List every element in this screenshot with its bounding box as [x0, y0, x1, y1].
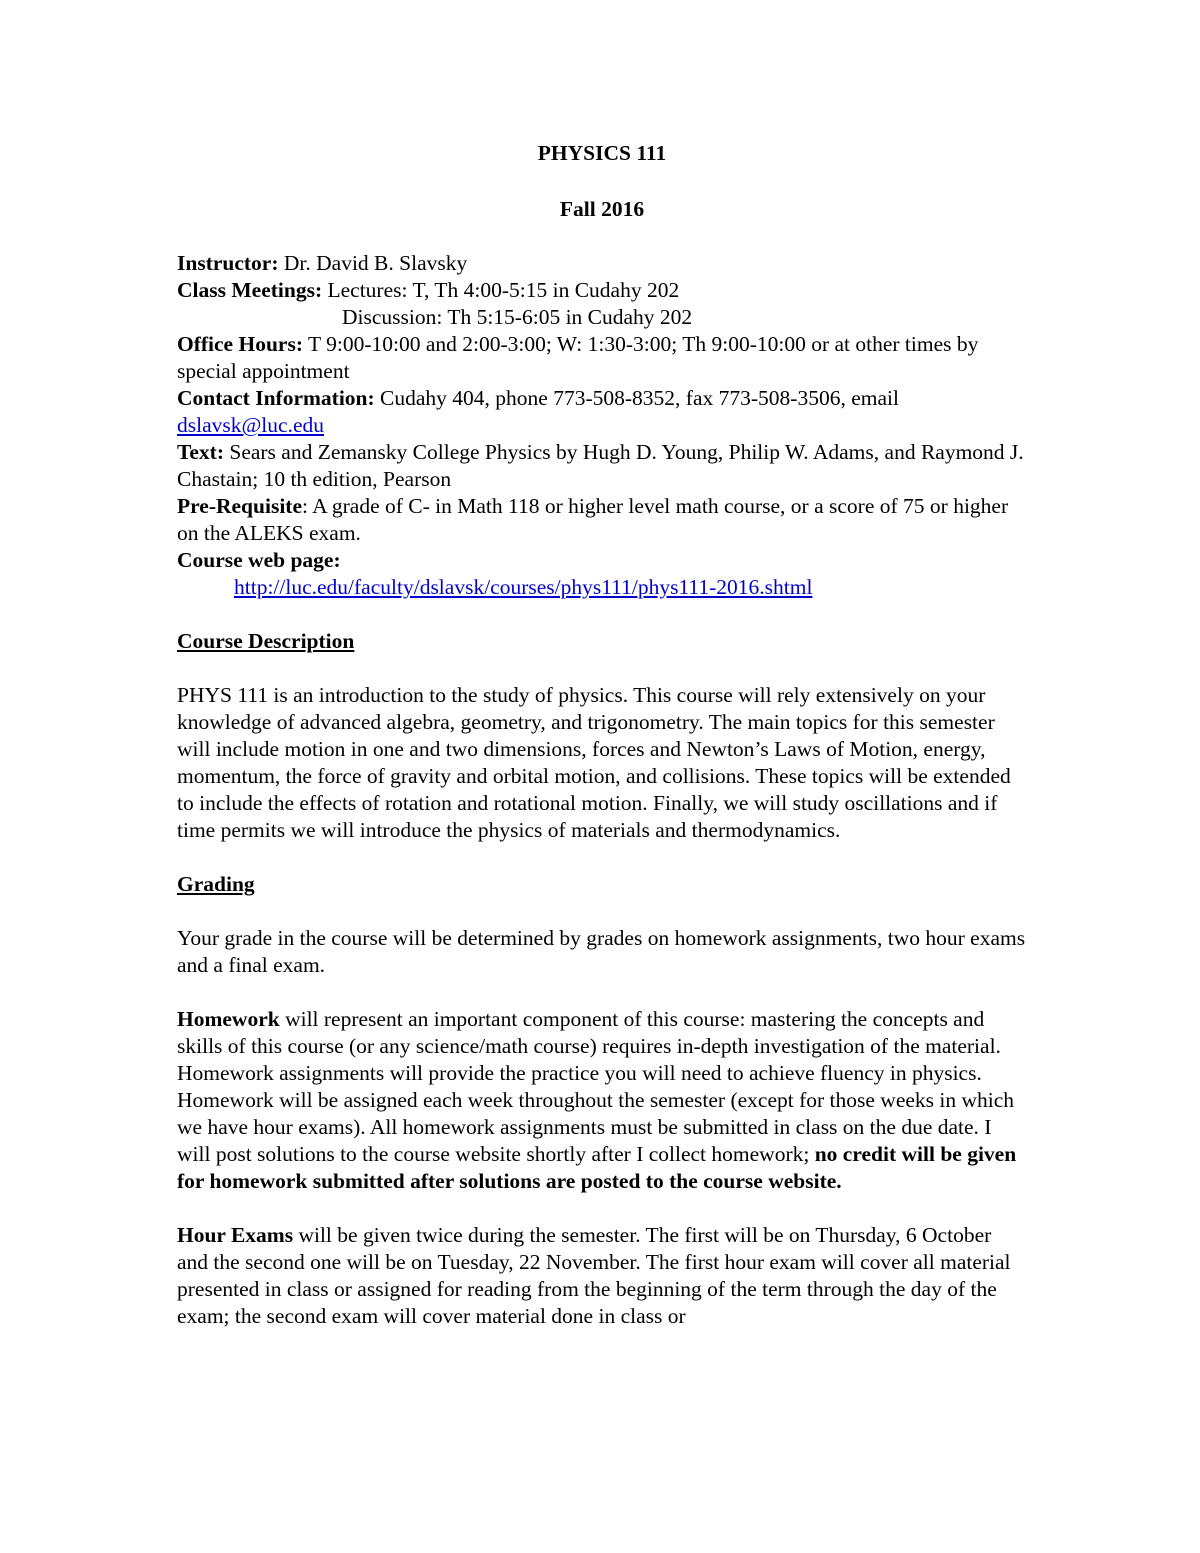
text-label: Text: [177, 440, 224, 464]
hour-exams-label: Hour Exams [177, 1223, 294, 1247]
prereq-line [177, 493, 1027, 547]
prereq-value: : A grade of C- in Math 118 or higher level math course, or a score of 75 or higher on the ALEKS exam. [177, 494, 1009, 545]
office-hours-value: T 9:00-10:00 and 2:00-3:00; W: 1:30-3:00; Th 9:00-10:00 or at other times by special appointment [177, 332, 979, 383]
course-web-page-link[interactable]: http://luc.edu/faculty/dslavsk/courses/phys111/phys111-2016.shtml [234, 575, 813, 599]
contact-email-link[interactable]: dslavsk@luc.edu [177, 413, 324, 437]
meetings-line [177, 277, 1027, 304]
meetings-discussion: Discussion: Th 5:15-6:05 in Cudahy 202 [342, 305, 693, 329]
homework-body: will represent an important component of this course: mastering the concepts and skills of this course (or any science/math course) requires in-depth investigation of the material. Homework assignments will provide the practice you will need to achieve fluency in physics. Homework will be assigned each week throughout the semester (except for those weeks in which we have hour exams). All homework assignments must be submitted in class on the due date. I will post solutions to the course website shortly after I collect homework; [177, 1007, 1015, 1166]
homework-paragraph [177, 1006, 1027, 1195]
meetings-lectures: Lectures: T, Th 4:00-5:15 in Cudahy 202 [322, 278, 680, 302]
grading-intro: Your grade in the course will be determined by grades on homework assignments, two hour exams and a final exam. [177, 926, 1026, 977]
hour-exams-body: will be given twice during the semester. The first will be on Thursday, 6 October and the second one will be on Tuesday, 22 November. The first hour exam will cover all material presented in class or assigned for reading from the beginning of the term through the day of the exam; the second exam will cover material done in class or [177, 1223, 1011, 1328]
instructor-line [177, 250, 1027, 277]
office-hours-line [177, 331, 1027, 385]
text-value: Sears and Zemansky College Physics by Hugh D. Young, Philip W. Adams, and Raymond J. Chastain; 10 th edition, Pearson [177, 440, 1024, 491]
contact-line [177, 385, 1027, 439]
web-page-label: Course web page: [177, 548, 341, 572]
web-page-url-line [177, 574, 1027, 601]
prereq-label: Pre-Requisite [177, 494, 302, 518]
office-hours-label: Office Hours: [177, 332, 303, 356]
web-page-line [177, 547, 1027, 574]
instructor-label: Instructor: [177, 251, 279, 275]
instructor-value: Dr. David B. Slavsky [278, 251, 468, 275]
course-description-body: PHYS 111 is an introduction to the study of physics. This course will rely extensively on your knowledge of advanced algebra, geometry, and trigonometry. The main topics for this semester will include motion in one and two dimensions, forces and Newton’s Laws of Motion, energy, momentum, the force of gravity and orbital motion, and collisions. These topics will be extended to include the effects of rotation and rotational motion. Finally, we will study oscillations and if time permits we will introduce the physics of materials and thermodynamics. [177, 683, 1011, 842]
contact-value: Cudahy 404, phone 773-508-8352, fax 773-508-3506, email [374, 386, 899, 410]
course-description-heading: Course Description [177, 629, 355, 653]
syllabus-content [177, 140, 1027, 1330]
text-line [177, 439, 1027, 493]
course-title: PHYSICS 111 [537, 141, 667, 165]
homework-label: Homework [177, 1007, 280, 1031]
contact-label: Contact Information: [177, 386, 375, 410]
course-term: Fall 2016 [559, 197, 645, 221]
grading-heading: Grading [177, 872, 255, 896]
meetings-label: Class Meetings: [177, 278, 323, 302]
homework-late-policy: no credit will be given for homework submitted after solutions are posted to the course website. [177, 1142, 1017, 1193]
hour-exams-paragraph [177, 1222, 1027, 1330]
